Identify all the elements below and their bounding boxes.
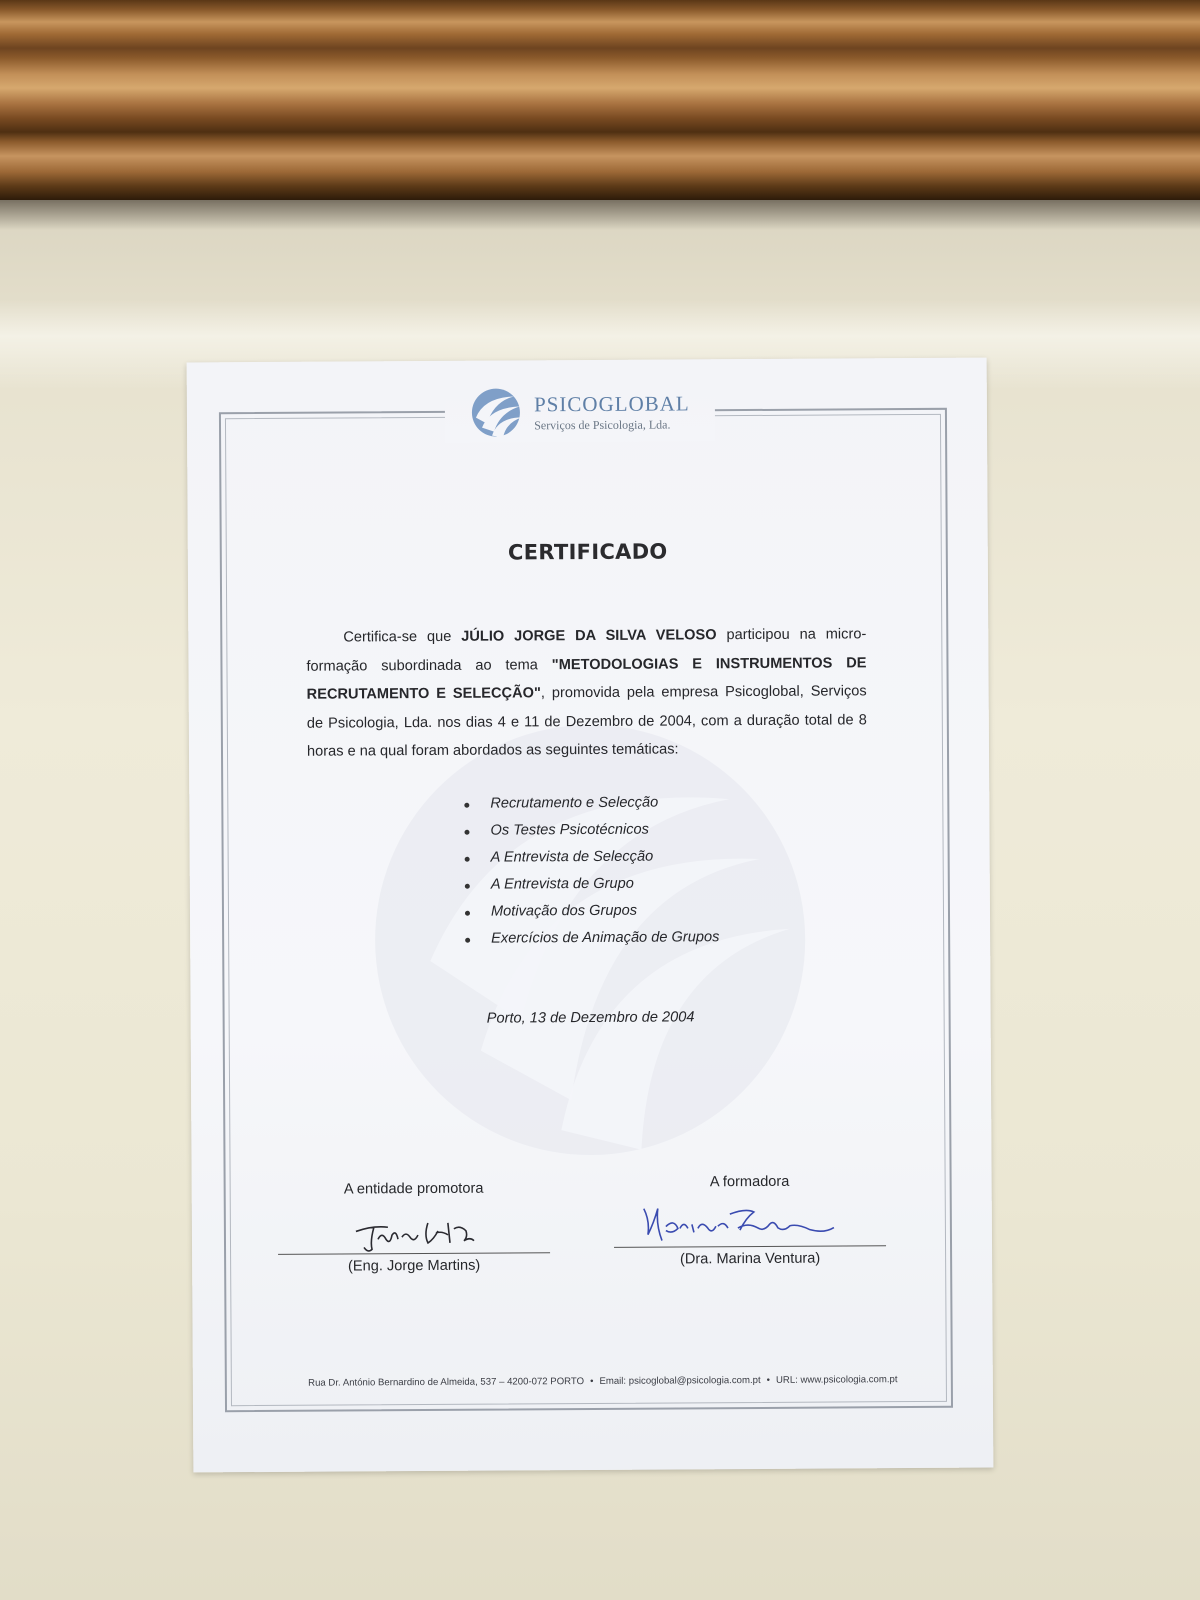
signatory-name-right: (Dra. Marina Ventura) — [679, 1250, 821, 1268]
certificate-title: CERTIFICADO — [507, 539, 668, 565]
footer-url: URL: www.psicologia.com.pt — [775, 1374, 898, 1386]
intro-text: Certifica-se que — [343, 628, 452, 646]
certificate-body — [306, 620, 867, 766]
body-text-1: participou na micro-formação subordinada ao tema — [306, 626, 867, 675]
logo-name: PSICOGLOBAL — [533, 390, 690, 416]
company-logo — [445, 381, 715, 443]
list-item: A Entrevista de Grupo — [465, 870, 719, 899]
signature-label-right: A formadora — [709, 1173, 790, 1191]
list-item: Os Testes Psicotécnicos — [464, 816, 718, 845]
separator-dot: • — [766, 1374, 771, 1386]
signature-label-left: A entidade promotora — [343, 1180, 484, 1198]
list-item: A Entrevista de Selecção — [465, 843, 719, 872]
list-item: Recrutamento e Selecção — [464, 789, 718, 818]
course-theme: "METODOLOGIAS E INSTRUMENTOS DE RECRUTAMENTO E SELECÇÃO" — [306, 654, 867, 703]
logo-subtitle: Serviços de Psicologia, Lda. — [534, 416, 671, 432]
certificate-paper — [187, 358, 994, 1473]
footer-address: Rua Dr. António Bernardino de Almeida, 537 – 4200-072 PORTO — [308, 1376, 585, 1389]
wooden-frame-edge — [0, 0, 1200, 200]
place-date: Porto, 13 de Dezembro de 2004 — [486, 1009, 695, 1027]
list-item: Exercícios de Animação de Grupos — [465, 924, 719, 953]
frame-shadow — [0, 200, 1200, 230]
psicoglobal-logo-icon — [470, 387, 522, 437]
list-item: Motivação dos Grupos — [465, 897, 719, 926]
body-text-2: , promovida pela empresa Psicoglobal, Serviços de Psicologia, Lda. nos dias 4 e 11 de Dezembro de 2004, com a duração total de 8 horas e na qual foram abordados as seguintes temáticas: — [306, 683, 867, 760]
signature-block-left — [278, 1180, 551, 1275]
signature-block-right — [614, 1173, 887, 1268]
recipient-name: JÚLIO JORGE DA SILVA VELOSO — [461, 627, 717, 645]
signatory-name-left: (Eng. Jorge Martins) — [347, 1257, 481, 1275]
separator-dot: • — [590, 1375, 594, 1388]
signature-left-icon — [278, 1200, 550, 1254]
signature-right-icon — [614, 1193, 886, 1247]
topics-list — [464, 789, 719, 953]
footer-email: Email: psicoglobal@psicologia.com.pt — [599, 1374, 761, 1387]
